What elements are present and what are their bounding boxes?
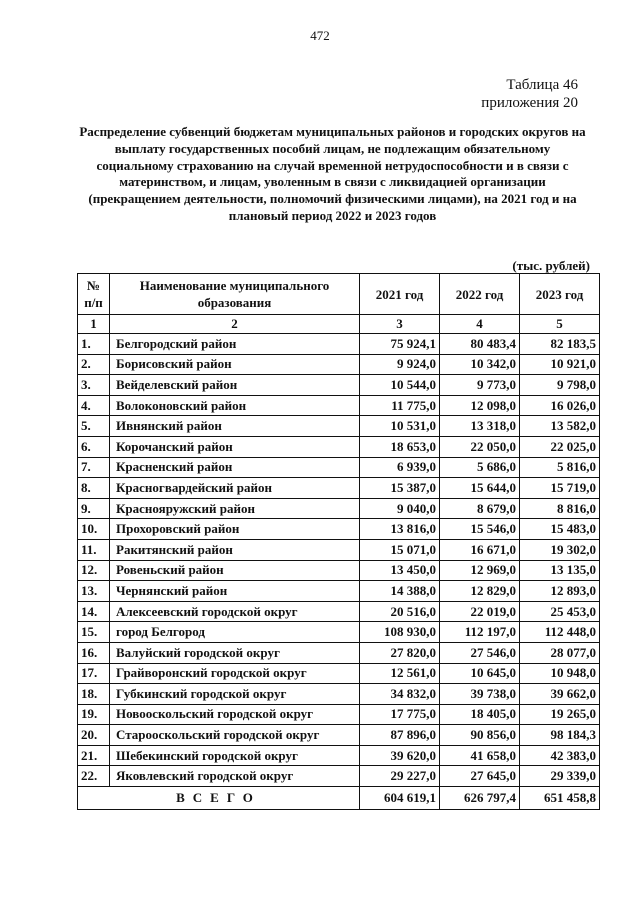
row-municipality-name: Алексеевский городской округ (110, 601, 360, 622)
row-value-2023: 8 816,0 (520, 498, 600, 519)
row-value-2023: 15 483,0 (520, 519, 600, 540)
row-value-2022: 10 342,0 (440, 354, 520, 375)
row-number: 1. (78, 334, 110, 355)
total-row (78, 787, 600, 810)
row-number: 11. (78, 539, 110, 560)
row-value-2021: 27 820,0 (360, 642, 440, 663)
row-municipality-name: Красногвардейский район (110, 478, 360, 499)
subsidies-table (77, 273, 600, 810)
row-value-2021: 34 832,0 (360, 684, 440, 705)
row-number: 20. (78, 725, 110, 746)
row-number: 21. (78, 745, 110, 766)
row-value-2021: 13 450,0 (360, 560, 440, 581)
row-value-2023: 19 265,0 (520, 704, 600, 725)
row-value-2023: 10 948,0 (520, 663, 600, 684)
row-number: 16. (78, 642, 110, 663)
row-value-2021: 11 775,0 (360, 395, 440, 416)
row-number: 6. (78, 436, 110, 457)
row-number: 18. (78, 684, 110, 705)
row-municipality-name: Валуйский городской округ (110, 642, 360, 663)
row-value-2021: 14 388,0 (360, 581, 440, 602)
row-municipality-name: Ивнянский район (110, 416, 360, 437)
row-number: 3. (78, 375, 110, 396)
row-value-2023: 19 302,0 (520, 539, 600, 560)
row-value-2023: 5 816,0 (520, 457, 600, 478)
row-number: 14. (78, 601, 110, 622)
table-row (78, 519, 600, 540)
row-value-2022: 9 773,0 (440, 375, 520, 396)
table-row (78, 704, 600, 725)
row-number: 9. (78, 498, 110, 519)
row-value-2023: 39 662,0 (520, 684, 600, 705)
row-value-2021: 15 071,0 (360, 539, 440, 560)
row-value-2022: 41 658,0 (440, 745, 520, 766)
table-row (78, 725, 600, 746)
row-number: 10. (78, 519, 110, 540)
row-value-2023: 112 448,0 (520, 622, 600, 643)
row-municipality-name: Новооскольский городской округ (110, 704, 360, 725)
page-number: 472 (310, 28, 330, 43)
table-row (78, 375, 600, 396)
row-value-2021: 29 227,0 (360, 766, 440, 787)
row-value-2022: 10 645,0 (440, 663, 520, 684)
row-number: 13. (78, 581, 110, 602)
row-value-2021: 39 620,0 (360, 745, 440, 766)
row-municipality-name: Красненский район (110, 457, 360, 478)
row-municipality-name: город Белгород (110, 622, 360, 643)
row-municipality-name: Ракитянский район (110, 539, 360, 560)
units-label: (тыс. рублей) (512, 258, 590, 273)
table-row (78, 416, 600, 437)
row-value-2022: 39 738,0 (440, 684, 520, 705)
row-value-2023: 22 025,0 (520, 436, 600, 457)
row-value-2022: 90 856,0 (440, 725, 520, 746)
row-value-2023: 9 798,0 (520, 375, 600, 396)
row-value-2023: 10 921,0 (520, 354, 600, 375)
row-value-2021: 12 561,0 (360, 663, 440, 684)
row-number: 2. (78, 354, 110, 375)
row-value-2022: 22 050,0 (440, 436, 520, 457)
row-value-2023: 82 183,5 (520, 334, 600, 355)
table-row (78, 560, 600, 581)
table-row (78, 766, 600, 787)
row-value-2023: 12 893,0 (520, 581, 600, 602)
row-municipality-name: Губкинский городской округ (110, 684, 360, 705)
row-municipality-name: Шебекинский городской округ (110, 745, 360, 766)
table-row (78, 539, 600, 560)
table-row (78, 745, 600, 766)
table-label-line2: приложения 20 (481, 95, 578, 111)
row-value-2021: 75 924,1 (360, 334, 440, 355)
row-number: 4. (78, 395, 110, 416)
row-municipality-name: Яковлевский городской округ (110, 766, 360, 787)
column-number: 4 (440, 315, 520, 334)
column-number: 1 (78, 315, 110, 334)
row-value-2022: 15 644,0 (440, 478, 520, 499)
row-number: 22. (78, 766, 110, 787)
header-row (78, 274, 600, 315)
column-number: 2 (110, 315, 360, 334)
row-value-2023: 98 184,3 (520, 725, 600, 746)
row-value-2021: 20 516,0 (360, 601, 440, 622)
table-row (78, 478, 600, 499)
table-row (78, 457, 600, 478)
row-value-2021: 17 775,0 (360, 704, 440, 725)
row-municipality-name: Волоконовский район (110, 395, 360, 416)
column-numbers-row (78, 315, 600, 334)
column-number: 5 (520, 315, 600, 334)
row-municipality-name: Белгородский район (110, 334, 360, 355)
table-row (78, 622, 600, 643)
row-number: 19. (78, 704, 110, 725)
row-value-2022: 18 405,0 (440, 704, 520, 725)
table-row (78, 498, 600, 519)
row-value-2022: 112 197,0 (440, 622, 520, 643)
table-row (78, 642, 600, 663)
row-value-2023: 15 719,0 (520, 478, 600, 499)
table-label-line1: Таблица 46 (506, 77, 578, 93)
row-value-2022: 15 546,0 (440, 519, 520, 540)
row-number: 7. (78, 457, 110, 478)
row-value-2023: 42 383,0 (520, 745, 600, 766)
row-municipality-name: Грайворонский городской округ (110, 663, 360, 684)
row-value-2022: 27 645,0 (440, 766, 520, 787)
row-value-2021: 9 040,0 (360, 498, 440, 519)
table-row (78, 601, 600, 622)
row-value-2022: 12 098,0 (440, 395, 520, 416)
row-value-2022: 5 686,0 (440, 457, 520, 478)
table-body (78, 334, 600, 787)
row-value-2023: 16 026,0 (520, 395, 600, 416)
row-municipality-name: Прохоровский район (110, 519, 360, 540)
row-value-2023: 25 453,0 (520, 601, 600, 622)
row-value-2023: 28 077,0 (520, 642, 600, 663)
table-row (78, 334, 600, 355)
row-number: 12. (78, 560, 110, 581)
table-row (78, 663, 600, 684)
table-row (78, 684, 600, 705)
row-value-2021: 18 653,0 (360, 436, 440, 457)
row-value-2021: 87 896,0 (360, 725, 440, 746)
row-municipality-name: Борисовский район (110, 354, 360, 375)
row-number: 8. (78, 478, 110, 499)
row-value-2021: 10 544,0 (360, 375, 440, 396)
total-label: ВСЕГО (78, 787, 360, 810)
row-value-2021: 13 816,0 (360, 519, 440, 540)
row-value-2023: 29 339,0 (520, 766, 600, 787)
row-municipality-name: Вейделевский район (110, 375, 360, 396)
table-row (78, 395, 600, 416)
row-value-2021: 10 531,0 (360, 416, 440, 437)
row-value-2022: 27 546,0 (440, 642, 520, 663)
row-value-2022: 80 483,4 (440, 334, 520, 355)
row-value-2021: 9 924,0 (360, 354, 440, 375)
row-number: 17. (78, 663, 110, 684)
row-value-2021: 15 387,0 (360, 478, 440, 499)
row-value-2021: 108 930,0 (360, 622, 440, 643)
row-municipality-name: Ровеньский район (110, 560, 360, 581)
row-value-2022: 8 679,0 (440, 498, 520, 519)
row-value-2022: 12 969,0 (440, 560, 520, 581)
row-municipality-name: Корочанский район (110, 436, 360, 457)
row-value-2022: 22 019,0 (440, 601, 520, 622)
col-header-name: Наименование муниципального образования (110, 274, 360, 315)
total-2022: 626 797,4 (440, 787, 520, 810)
row-municipality-name: Старооскольский городской округ (110, 725, 360, 746)
row-municipality-name: Чернянский район (110, 581, 360, 602)
row-value-2023: 13 582,0 (520, 416, 600, 437)
col-header-num: № п/п (78, 274, 110, 315)
col-header-2023: 2023 год (520, 274, 600, 315)
row-value-2022: 16 671,0 (440, 539, 520, 560)
row-number: 5. (78, 416, 110, 437)
row-value-2021: 6 939,0 (360, 457, 440, 478)
row-value-2023: 13 135,0 (520, 560, 600, 581)
table-row (78, 354, 600, 375)
table-row (78, 436, 600, 457)
document-title: Распределение субвенций бюджетам муниципальных районов и городских округов на выплату государственных пособий лицам, не подлежащим обязательному социальному страхованию на случай временной нетрудоспособности и в связи с материнством, и лицам, уволенным в связи с ликвидацией организации (прекращением деятельности, полномочий физическими лицами), на 2021 год и на плановый период 2022 и 2023 годов (79, 124, 586, 223)
column-number: 3 (360, 315, 440, 334)
col-header-2022: 2022 год (440, 274, 520, 315)
total-2021: 604 619,1 (360, 787, 440, 810)
row-value-2022: 13 318,0 (440, 416, 520, 437)
row-municipality-name: Краснояружский район (110, 498, 360, 519)
row-value-2022: 12 829,0 (440, 581, 520, 602)
total-2023: 651 458,8 (520, 787, 600, 810)
table-row (78, 581, 600, 602)
row-number: 15. (78, 622, 110, 643)
col-header-2021: 2021 год (360, 274, 440, 315)
table-label (481, 76, 578, 112)
